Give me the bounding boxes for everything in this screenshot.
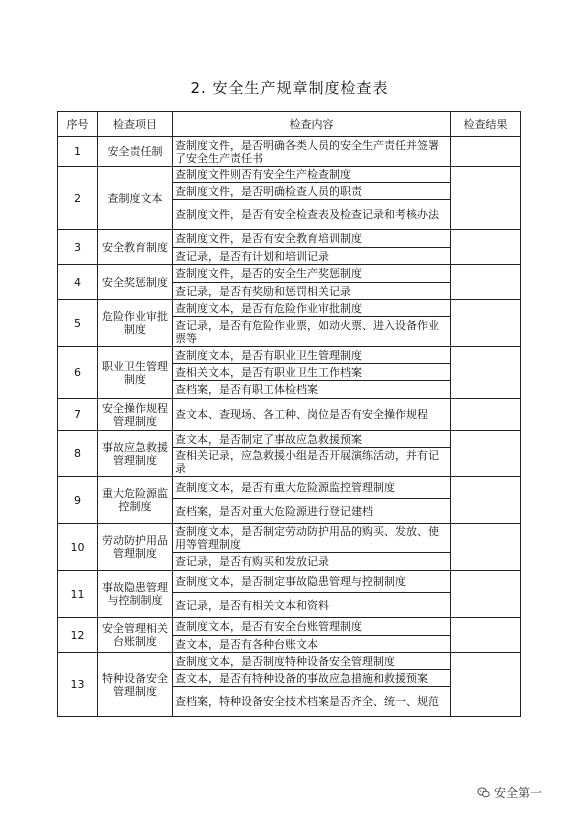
table-row [58, 431, 521, 448]
check-content: 查相关文本，是否有职业卫生工作档案 [173, 364, 451, 381]
table-row [58, 399, 521, 431]
check-item: 职业卫生管理制度 [98, 347, 173, 399]
check-content: 查记录，是否有购买和发放记录 [173, 553, 451, 571]
row-number: 1 [58, 137, 98, 167]
check-content: 查制度文本，是否有危险作业审批制度 [173, 300, 451, 317]
page-title: 2. 安全生产规章制度检查表 [190, 79, 389, 97]
check-content: 查文本，是否制定了事故应急救援预案 [173, 431, 451, 448]
check-content: 查档案，是否有职工体检档案 [173, 381, 451, 399]
check-content: 查文本、查现场、各工种、岗位是否有安全操作规程 [173, 399, 451, 431]
row-number: 11 [58, 571, 98, 618]
header-item: 检查项目 [98, 112, 173, 137]
row-number: 5 [58, 300, 98, 347]
check-result-cell[interactable] [451, 230, 521, 265]
row-number: 12 [58, 618, 98, 653]
check-content: 查制度文件，是否有安全检查表及检查记录和考核办法 [173, 200, 451, 230]
check-result-cell[interactable] [451, 653, 521, 717]
row-number: 9 [58, 477, 98, 524]
row-number: 3 [58, 230, 98, 265]
check-item: 重大危险源监控制度 [98, 477, 173, 524]
check-content: 查制度文件，是否明确各类人员的安全生产责任并签署了安全生产责任书 [173, 137, 451, 167]
check-content: 查文本，是否有特种设备的事故应急措施和救援预案 [173, 670, 451, 687]
check-content: 查记录，是否有奖励和惩罚相关记录 [173, 283, 451, 300]
check-result-cell[interactable] [451, 300, 521, 347]
check-result-cell[interactable] [451, 524, 521, 571]
check-item: 危险作业审批制度 [98, 300, 173, 347]
check-content: 查记录，是否有危险作业票，如动火票、进入设备作业票等 [173, 317, 451, 347]
check-content: 查制度文本，是否有安全台账管理制度 [173, 618, 451, 636]
row-number: 10 [58, 524, 98, 571]
header-no: 序号 [58, 112, 98, 137]
check-content: 查制度文件，是否的安全生产奖惩制度 [173, 265, 451, 283]
table-row [58, 653, 521, 670]
check-content: 查档案，特种设备安全技术档案是否齐全、统一、规范 [173, 687, 451, 717]
table-row [58, 300, 521, 317]
check-content: 查制度文本，是否有重大危险源监控管理制度 [173, 477, 451, 499]
table-row [58, 347, 521, 364]
table-row [58, 524, 521, 553]
table-row [58, 618, 521, 636]
table-row [58, 571, 521, 593]
check-content: 查档案，是否对重大危险源进行登记建档 [173, 499, 451, 524]
header-content: 检查内容 [173, 112, 451, 137]
watermark [477, 784, 542, 801]
check-content: 查制度文件，是否有安全教育培训制度 [173, 230, 451, 248]
check-content: 查制度文件，是否明确检查人员的职责 [173, 183, 451, 200]
row-number: 4 [58, 265, 98, 300]
row-number: 6 [58, 347, 98, 399]
check-item: 事故应急救援管理制度 [98, 431, 173, 477]
check-content: 查制度文本，是否有职业卫生管理制度 [173, 347, 451, 364]
check-item: 事故隐患管理与控制制度 [98, 571, 173, 618]
check-item: 特种设备安全管理制度 [98, 653, 173, 717]
check-item: 安全奖惩制度 [98, 265, 173, 300]
check-content: 查制度文本，是否制定劳动防护用品的购买、发放、使用等管理制度 [173, 524, 451, 553]
safety-regulation-check-table [57, 111, 521, 717]
check-item: 安全管理相关台账制度 [98, 618, 173, 653]
check-result-cell[interactable] [451, 265, 521, 300]
check-result-cell[interactable] [451, 167, 521, 230]
check-result-cell[interactable] [451, 347, 521, 399]
check-item: 安全责任制 [98, 137, 173, 167]
check-content: 查文本，是否有各种台账文本 [173, 636, 451, 653]
check-content: 查记录，是否有计划和培训记录 [173, 248, 451, 265]
table-row [58, 477, 521, 499]
check-result-cell[interactable] [451, 618, 521, 653]
check-content: 查制度文件则否有安全生产检查制度 [173, 167, 451, 183]
check-item: 劳动防护用品管理制度 [98, 524, 173, 571]
check-content: 查制度文本，是否制度特种设备安全管理制度 [173, 653, 451, 670]
table-row [58, 137, 521, 167]
check-result-cell[interactable] [451, 477, 521, 524]
wechat-logo-icon [477, 786, 490, 799]
check-content: 查相关记录，应急救援小组是否开展演练活动，并有记录 [173, 448, 451, 477]
check-item: 安全操作规程管理制度 [98, 399, 173, 431]
check-result-cell[interactable] [451, 399, 521, 431]
row-number: 13 [58, 653, 98, 717]
check-content: 查制度文本，是否制定事故隐患管理与控制制度 [173, 571, 451, 593]
row-number: 7 [58, 399, 98, 431]
check-item: 查制度文本 [98, 167, 173, 230]
check-content: 查记录，是否有相关文本和资料 [173, 593, 451, 618]
watermark-text: 安全第一 [494, 786, 543, 800]
table-row [58, 230, 521, 248]
table-row [58, 167, 521, 183]
check-result-cell[interactable] [451, 137, 521, 167]
check-item: 安全教育制度 [98, 230, 173, 265]
table-row [58, 265, 521, 283]
header-result: 检查结果 [451, 112, 521, 137]
check-result-cell[interactable] [451, 431, 521, 477]
row-number: 8 [58, 431, 98, 477]
row-number: 2 [58, 167, 98, 230]
table-header-row [58, 112, 521, 137]
check-result-cell[interactable] [451, 571, 521, 618]
